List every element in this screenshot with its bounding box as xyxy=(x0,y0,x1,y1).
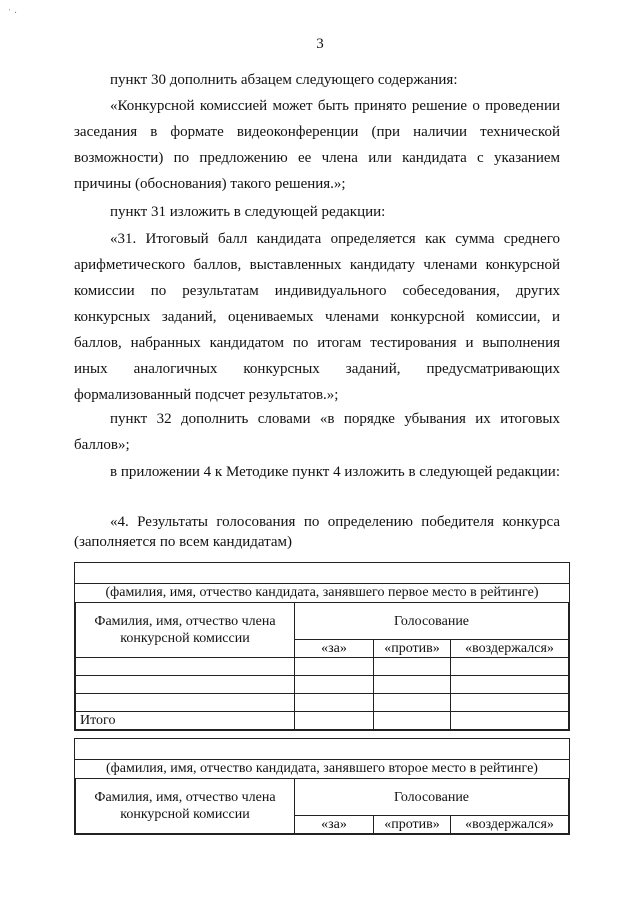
candidate-name-blank xyxy=(75,563,569,583)
col-against: «против» xyxy=(374,640,451,658)
voting-table-grid xyxy=(75,602,569,730)
voting-table-first-place xyxy=(74,562,570,731)
candidate-caption: (фамилия, имя, отчество кандидата, занявшего второе место в рейтинге) xyxy=(75,759,569,778)
vote-header: Голосование xyxy=(295,603,569,640)
total-row xyxy=(76,712,569,730)
col-abstain: «воздержался» xyxy=(451,816,569,834)
paragraph-1: пункт 30 дополнить абзацем следующего содержания: xyxy=(110,72,458,88)
paragraph-3: пункт 31 изложить в следующей редакции: xyxy=(110,204,386,220)
col-against: «против» xyxy=(374,816,451,834)
table-row xyxy=(76,694,569,712)
margin-mark: ˈ · xyxy=(8,8,18,19)
voting-table-second-place xyxy=(74,738,570,835)
paragraph-7: «4. Результаты голосования по определению победителя конкурса (заполняется по всем кандидатам) xyxy=(74,514,560,550)
member-header: Фамилия, имя, отчество члена конкурсной комиссии xyxy=(76,779,295,834)
paragraph-6: в приложении 4 к Методике пункт 4 изложить в следующей редакции: xyxy=(110,464,560,480)
paragraph-2: «Конкурсной комиссией может быть принято решение о проведении заседания в формате видеоконференции (при наличии технической возможности) по предложению ее члена или кандидата с указанием причины (обоснования) такого решения.»; xyxy=(74,98,560,192)
col-for: «за» xyxy=(295,816,374,834)
page-number: 3 xyxy=(316,36,324,52)
table-row xyxy=(76,658,569,676)
table-row xyxy=(76,676,569,694)
member-header: Фамилия, имя, отчество члена конкурсной комиссии xyxy=(76,603,295,658)
paragraph-4: «31. Итоговый балл кандидата определяется как сумма среднего арифметического баллов, выставленных кандидату членами конкурсной комиссии по результатам индивидуального собеседования, других конкурсных заданий, оцениваемых членами конкурсной комиссии, и баллов, набранных кандидатом по итогам тестирования и выполнения иных аналогичных конкурсных заданий, предусматривающих формализованный подсчет результатов.»; xyxy=(74,231,560,403)
col-abstain: «воздержался» xyxy=(451,640,569,658)
candidate-name-blank xyxy=(75,739,569,759)
vote-header: Голосование xyxy=(295,779,569,816)
paragraph-5: пункт 32 дополнить словами «в порядке убывания их итоговых баллов»; xyxy=(74,411,560,453)
voting-table-grid xyxy=(75,778,569,834)
total-label: Итого xyxy=(76,712,295,730)
candidate-caption: (фамилия, имя, отчество кандидата, занявшего первое место в рейтинге) xyxy=(75,583,569,602)
col-for: «за» xyxy=(295,640,374,658)
